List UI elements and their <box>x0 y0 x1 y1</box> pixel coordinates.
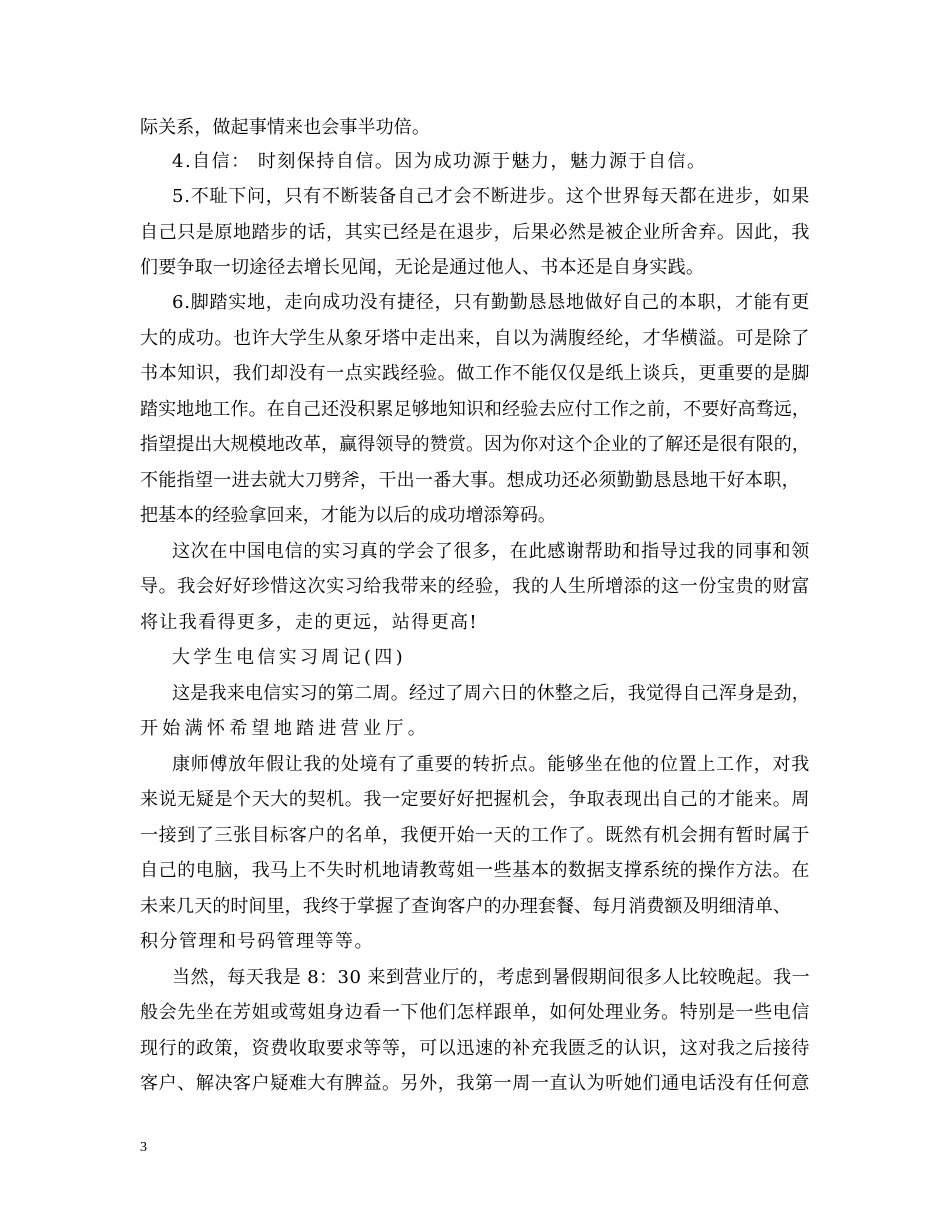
text-line: 一接到了三张目标客户的名单，我便开始一天的工作了。既然有机会拥有暂时属于 <box>140 825 810 846</box>
text-line: 将让我看得更多，走的更远，站得更高! <box>140 612 478 633</box>
text-line: 客户、解决客户疑难大有脾益。另外，我第一周一直认为听她们通电话没有任何意 <box>140 1073 810 1094</box>
text-line: 未来几天的时间里，我终于掌握了查询客户的办理套餐、每月消费额及明细清单、 <box>140 896 791 917</box>
section-heading: 大学生电信实习周记(四) <box>172 647 406 668</box>
text-line: 踏实地地工作。在自己还没积累足够地知识和经验去应付工作之前，不要好高骛远， <box>140 399 810 420</box>
text-line: 当然，每天我是 8：30 来到营业厅的，考虑到暑假期间很多人比较晚起。我一 <box>172 967 811 988</box>
text-line: 大的成功。也许大学生从象牙塔中走出来，自以为满腹经纶，才华横溢。可是除了 <box>140 328 810 349</box>
text-line: 们要争取一切途径去增长见闻，无论是通过他人、书本还是自身实践。 <box>140 257 705 278</box>
text-line: 不能指望一进去就大刀劈斧，干出一番大事。想成功还必须勤勤恳恳地干好本职， <box>140 470 800 491</box>
text-line: 5.不耻下问，只有不断装备自己才会不断进步。这个世界每天都在进步，如果 <box>172 186 811 207</box>
text-line: 书本知识，我们却没有一点实践经验。做工作不能仅仅是纸上谈兵，更重要的是脚 <box>140 363 810 384</box>
text-line: 4.自信： 时刻保持自信。因为成功源于魅力，魅力源于自信。 <box>172 151 707 172</box>
text-line: 际关系，做起事情来也会事半功倍。 <box>140 117 430 138</box>
text-line: 这是我来电信实习的第二周。经过了周六日的休整之后，我觉得自己浑身是劲， <box>172 683 811 704</box>
text-line: 把基本的经验拿回来，才能为以后的成功增添筹码。 <box>140 505 556 526</box>
text-line: 这次在中国电信的实习真的学会了很多，在此感谢帮助和指导过我的同事和领 <box>172 541 811 562</box>
text-line: 般会先坐在芳姐或莺姐身边看一下他们怎样跟单，如何处理业务。特别是一些电信 <box>140 1002 810 1023</box>
text-line: 积分管理和号码管理等等。 <box>140 931 374 952</box>
text-line: 现行的政策，资费收取要求等等，可以迅速的补充我匮乏的认识，这对我之后接待 <box>140 1038 810 1059</box>
text-line: 自己只是原地踏步的话，其实已经是在退步，后果必然是被企业所舍弃。因此，我 <box>140 222 810 243</box>
page-number: 3 <box>140 1140 147 1155</box>
text-line: 指望提出大规模地改革，赢得领导的赞赏。因为你对这个企业的了解还是很有限的， <box>140 434 810 455</box>
text-line: 6.脚踏实地，走向成功没有捷径，只有勤勤恳恳地做好自己的本职，才能有更 <box>172 292 811 313</box>
text-line: 导。我会好好珍惜这次实习给我带来的经验，我的人生所增添的这一份宝贵的财富 <box>140 576 810 597</box>
text-line: 来说无疑是个天大的契机。我一定要好好把握机会，争取表现出自己的才能来。周 <box>140 789 810 810</box>
text-line: 康师傅放年假让我的处境有了重要的转折点。能够坐在他的位置上工作，对我 <box>172 754 811 775</box>
text-line: 开始满怀希望地踏进营业厅。 <box>140 718 431 739</box>
text-line: 自己的电脑，我马上不失时机地请教莺姐一些基本的数据支撑系统的操作方法。在 <box>140 860 810 881</box>
